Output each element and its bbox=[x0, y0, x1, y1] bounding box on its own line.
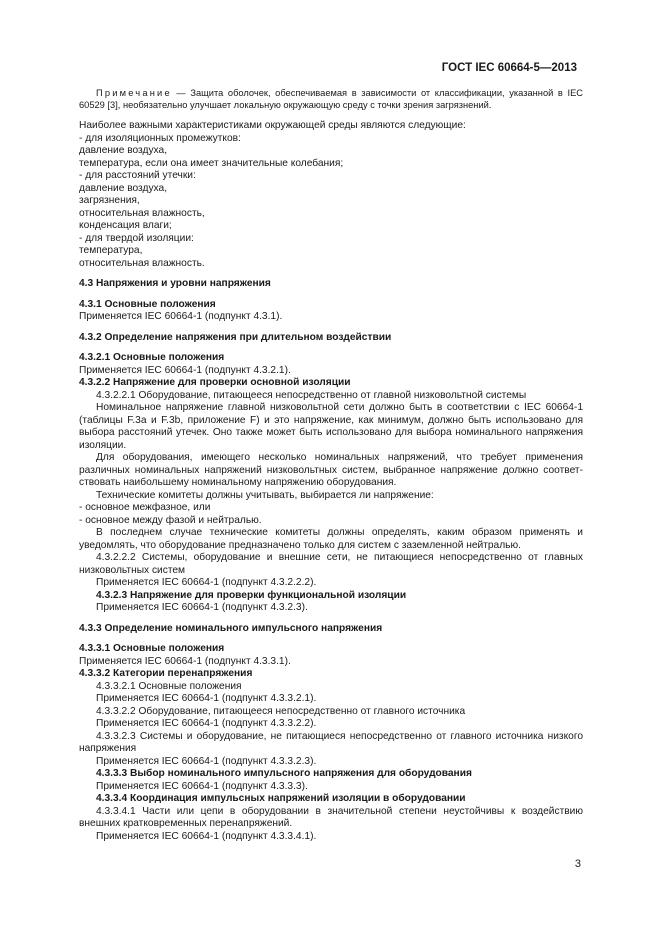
body-text: Применяется IEC 60664-1 (подпункт 4.3.2.3). bbox=[96, 602, 308, 613]
body-text: Применяется IEC 60664-1 (подпункт 4.3.3.2.2). bbox=[96, 718, 317, 729]
env-line: относительная влажность. bbox=[79, 257, 205, 269]
env-line: - для расстояний утечки: bbox=[79, 170, 196, 181]
page-content bbox=[79, 88, 583, 843]
body-text: 4.3.3.4.1 Части или цепи в оборудовании в значительной степени неустойчивы к воздействию внешних кратковременных перенапряжений. bbox=[79, 805, 583, 829]
section-heading-4-3-1: 4.3.1 Основные положения bbox=[79, 298, 216, 310]
env-line: - для твердой изоляции: bbox=[79, 232, 194, 244]
body-text: - основное между фазой и нейтралью. bbox=[79, 514, 262, 526]
section-heading-4-3: 4.3 Напряжения и уровни напряжения bbox=[79, 278, 271, 289]
body-text: Номинальное напряжение главной низковольтной сети должно быть в соответствии с IEC 60664-1 (таблицы F.3a и F.3b, приложение F) и это напряжение, как минимум, должно быть использовано для выбора расстояний утечек. Оно также может быть использовано для выбора номинального напряжения изоляции. bbox=[79, 402, 583, 451]
env-line: относительная влажность, bbox=[79, 207, 205, 219]
section-heading-4-3-2-3: 4.3.2.3 Напряжение для проверки функциональной изоляции bbox=[96, 589, 407, 601]
body-text: Для оборудования, имеющего несколько номинальных напряжений, что требует применения различных номинальных напряжений низковольтных систем, выбранное напряжение должно соответствовать наибольшему номинальному напряжению оборудования. bbox=[79, 452, 583, 488]
section-heading-4-3-3-1: 4.3.3.1 Основные положения bbox=[79, 643, 225, 654]
env-line: температура, bbox=[79, 245, 143, 256]
standard-header: ГОСТ IEC 60664-5—2013 bbox=[441, 62, 577, 74]
env-intro: Наиболее важными характеристиками окружающей среды являются следующие: bbox=[79, 120, 466, 131]
env-line: конденсация влаги; bbox=[79, 220, 172, 231]
body-text: Применяется IEC 60664-1 (подпункт 4.3.3.3). bbox=[96, 780, 308, 792]
section-heading-4-3-3-2: 4.3.3.2 Категории перенапряжения bbox=[79, 668, 253, 679]
section-heading-4-3-3: 4.3.3 Определение номинального импульсного напряжения bbox=[79, 622, 383, 634]
body-text: 4.3.2.2.1 Оборудование, питающееся непосредственно от главной низковольтной системы bbox=[96, 389, 527, 401]
body-text: - основное межфазное, или bbox=[79, 502, 211, 513]
body-text: Применяется IEC 60664-1 (подпункт 4.3.3.4.1). bbox=[96, 830, 317, 842]
body-text: Применяется IEC 60664-1 (подпункт 4.3.1). bbox=[79, 311, 283, 322]
body-text: 4.3.3.2.3 Системы и оборудование, не питающиеся непосредственно от главного источника низкого напряжения bbox=[79, 730, 583, 754]
note-text: — Защита оболочек, обеспечиваемая в зависимости от классификации, указанной в IEC 60529 [3], необязательно улучшает локальную окружающую среду с точки зрения загрязнений. bbox=[79, 88, 583, 110]
section-heading-4-3-2: 4.3.2 Определение напряжения при длительном воздействии bbox=[79, 331, 392, 343]
note-label: Примечание bbox=[96, 88, 172, 98]
section-heading-4-3-2-2: 4.3.2.2 Напряжение для проверки основной изоляции bbox=[79, 377, 351, 388]
body-text: Применяется IEC 60664-1 (подпункт 4.3.2.2.2). bbox=[96, 577, 317, 588]
note-paragraph bbox=[79, 88, 583, 111]
body-text: Применяется IEC 60664-1 (подпункт 4.3.3.2.3). bbox=[96, 755, 317, 767]
body-text: Применяется IEC 60664-1 (подпункт 4.3.3.2.1). bbox=[96, 693, 317, 704]
body-text: 4.3.3.2.1 Основные положения bbox=[96, 680, 242, 692]
env-line: давление воздуха, bbox=[79, 182, 168, 194]
env-line: загрязнения, bbox=[79, 195, 140, 206]
env-line: - для изоляционных промежутков: bbox=[79, 132, 241, 144]
section-heading-4-3-2-1: 4.3.2.1 Основные положения bbox=[79, 352, 225, 363]
body-text: 4.3.3.2.2 Оборудование, питающееся непосредственно от главного источника bbox=[96, 705, 466, 717]
body-text: Применяется IEC 60664-1 (подпункт 4.3.3.1). bbox=[79, 655, 291, 667]
body-text: 4.3.2.2.2 Системы, оборудование и внешние сети, не питающиеся непосредственно от главных низковольтных систем bbox=[79, 552, 583, 576]
body-text: Применяется IEC 60664-1 (подпункт 4.3.2.1). bbox=[79, 364, 291, 376]
section-heading-4-3-3-4: 4.3.3.4 Координация импульсных напряжений изоляции в оборудовании bbox=[96, 793, 466, 804]
page-number: 3 bbox=[574, 858, 581, 870]
env-line: давление воздуха, bbox=[79, 145, 168, 156]
env-line: температура, если она имеет значительные колебания; bbox=[79, 157, 344, 169]
body-text: В последнем случае технические комитеты должны определять, каким образом применять и уведомлять, что оборудование предназначено только для систем с заземленной нейтралью. bbox=[79, 527, 583, 551]
section-heading-4-3-3-3: 4.3.3.3 Выбор номинального импульсного напряжения для оборудования bbox=[96, 768, 472, 779]
body-text: Технические комитеты должны учитывать, выбирается ли напряжение: bbox=[96, 489, 434, 501]
